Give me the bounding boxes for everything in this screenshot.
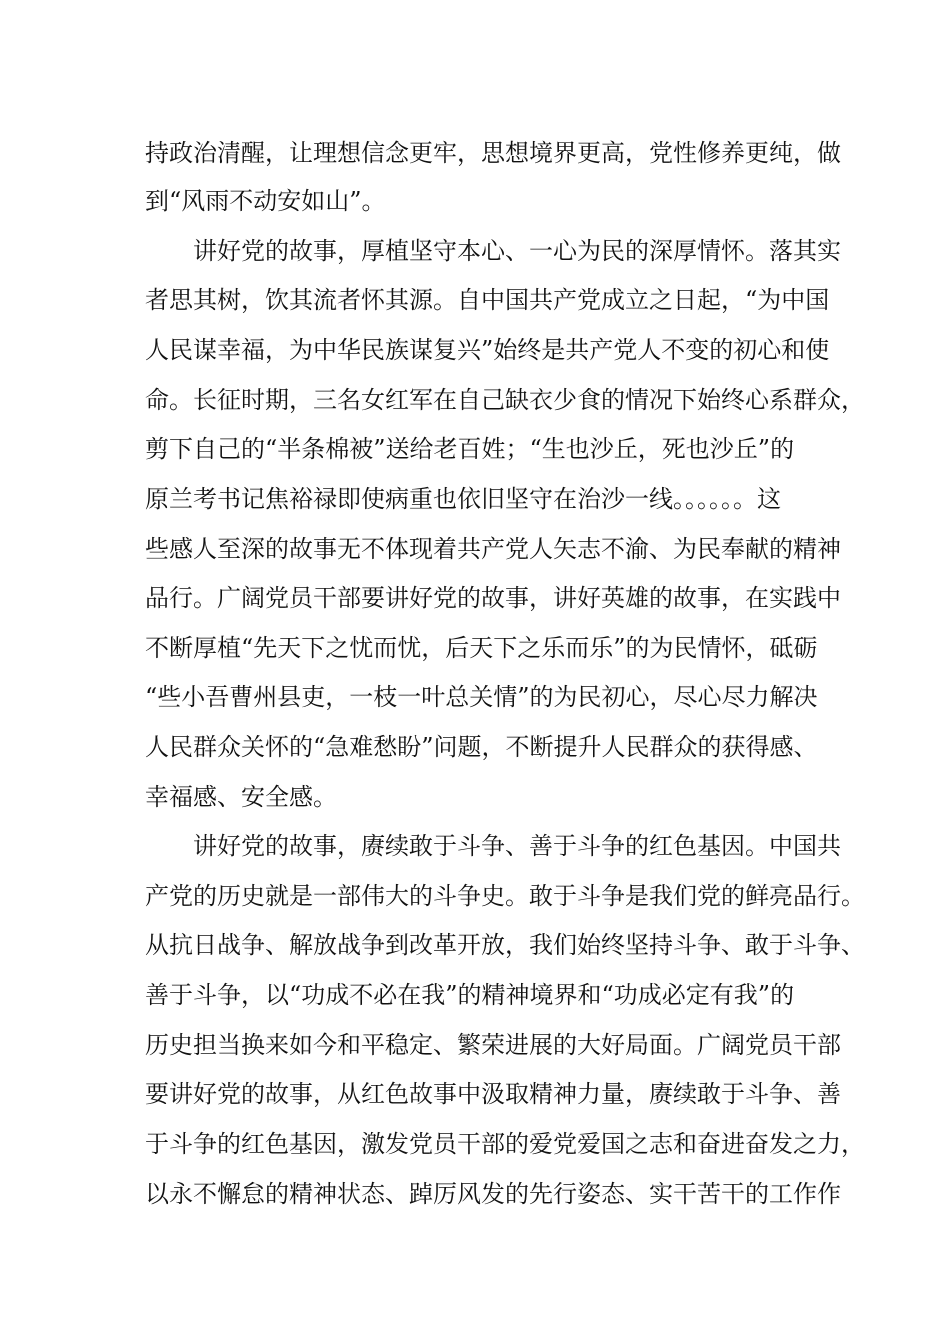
paragraph-2-line-3: 人民谋幸福，为中华民族谋复兴”始终是共产党人不变的初心和使 (145, 336, 830, 364)
paragraph-2-line-1: 讲好党的故事，厚植坚守本心、一心为民的深厚情怀。落其实 (193, 237, 841, 265)
paragraph-3-line-1: 讲好党的故事，赓续敢于斗争、善于斗争的红色基因。中国共 (193, 832, 841, 860)
paragraph-2-line-8: 品行。广阔党员干部要讲好党的故事，讲好英雄的故事，在实践中 (145, 584, 841, 612)
paragraph-2-line-5: 剪下自己的“半条棉被”送给老百姓；“生也沙丘，死也沙丘”的 (145, 435, 795, 463)
paragraph-2-line-7: 些感人至深的故事无不体现着共产党人矢志不渝、为民奉献的精神 (145, 535, 841, 563)
paragraph-1-line-2: 到“风雨不动安如山”。 (145, 187, 386, 215)
paragraph-2-line-4: 命。长征时期，三名女红军在自己缺衣少食的情况下始终心系群众， (145, 386, 865, 414)
paragraph-2-line-11: 人民群众关怀的“急难愁盼”问题，不断提升人民群众的获得感、 (145, 733, 818, 761)
paragraph-3-line-2: 产党的历史就是一部伟大的斗争史。敢于斗争是我们党的鲜亮品行。 (145, 882, 865, 910)
paragraph-1-line-1: 持政治清醒，让理想信念更牢，思想境界更高，党性修养更纯，做 (145, 139, 841, 167)
paragraph-3-line-7: 于斗争的红色基因，激发党员干部的爱党爱国之志和奋进奋发之力， (145, 1130, 865, 1158)
paragraph-2-line-9: 不断厚植“先天下之忧而忧，后天下之乐而乐”的为民情怀，砥砺 (145, 634, 818, 662)
paragraph-3-line-6: 要讲好党的故事，从红色故事中汲取精神力量，赓续敢于斗争、善 (145, 1080, 841, 1108)
paragraph-3-line-8: 以永不懈怠的精神状态、踔厉风发的先行姿态、实干苦干的工作作 (145, 1180, 841, 1208)
paragraph-3-line-5: 历史担当换来如今和平稳定、繁荣进展的大好局面。广阔党员干部 (145, 1031, 841, 1059)
paragraph-2-line-12: 幸福感、安全感。 (145, 783, 337, 811)
paragraph-2-line-2: 者思其树，饮其流者怀其源。自中国共产党成立之日起，“为中国 (145, 286, 830, 314)
paragraph-2-line-10: “些小吾曹州县吏，一枝一叶总关情”的为民初心，尽心尽力解决 (145, 683, 818, 711)
paragraph-3-line-3: 从抗日战争、解放战争到改革开放，我们始终坚持斗争、敢于斗争、 (145, 931, 865, 959)
paragraph-3-line-4: 善于斗争，以“功成不必在我”的精神境界和“功成必定有我”的 (145, 981, 795, 1009)
paragraph-2-line-6: 原兰考书记焦裕禄即使病重也依旧坚守在治沙一线。。。。。。这 (145, 485, 781, 513)
